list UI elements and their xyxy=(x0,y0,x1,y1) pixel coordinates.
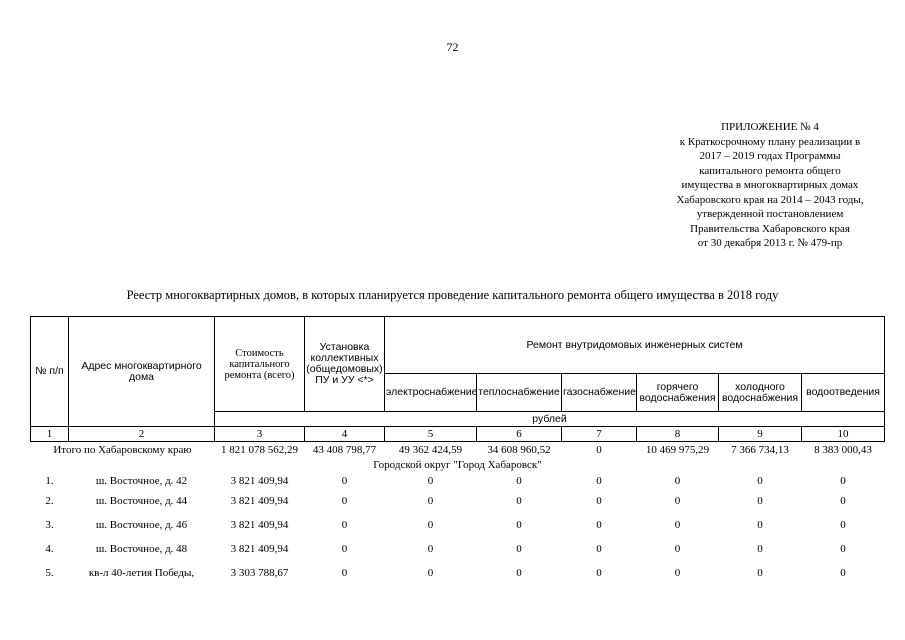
row-value: 0 xyxy=(757,495,763,507)
row-num: 5. xyxy=(45,567,54,579)
appendix-block xyxy=(655,120,885,251)
appendix-line: утвержденной постановлением xyxy=(696,208,844,220)
registry-table xyxy=(30,316,885,585)
row-address: ш. Восточное, д. 46 xyxy=(95,519,188,531)
total-value: 43 408 798,77 xyxy=(312,444,377,456)
row-address: ш. Восточное, д. 44 xyxy=(95,495,188,507)
column-number: 7 xyxy=(562,427,637,442)
row-value: 3 303 788,67 xyxy=(230,567,289,579)
row-value: 0 xyxy=(341,543,348,555)
row-num: 1. xyxy=(45,474,54,487)
row-value: 0 xyxy=(674,519,681,531)
row-num: 2. xyxy=(45,495,54,507)
row-value: 0 xyxy=(596,519,602,531)
appendix-line: 2017 – 2019 годах Программы xyxy=(699,150,841,162)
row-value: 0 xyxy=(674,567,681,579)
table-row xyxy=(31,537,885,561)
row-value: 0 xyxy=(516,567,522,579)
row-value: 0 xyxy=(341,567,348,579)
total-value: 34 608 960,52 xyxy=(487,444,551,456)
row-num: 3. xyxy=(45,519,54,531)
column-number: 5 xyxy=(385,427,477,442)
appendix-line: капитального ремонта общего xyxy=(699,164,841,177)
table-row xyxy=(31,513,885,537)
column-number: 6 xyxy=(477,427,562,442)
appendix-line: Правительства Хабаровского края xyxy=(690,222,850,235)
row-value: 0 xyxy=(757,543,763,555)
row-value: 0 xyxy=(427,543,434,555)
column-number: 8 xyxy=(637,427,719,442)
row-value: 0 xyxy=(596,495,602,507)
row-value: 3 821 409,94 xyxy=(230,495,289,507)
total-value: 49 362 424,59 xyxy=(398,444,463,456)
row-num: 4. xyxy=(45,543,54,555)
header-electricity: электроснабжение xyxy=(385,374,477,412)
table-row xyxy=(31,489,885,513)
page-number: 72 xyxy=(446,40,459,54)
header-heating: теплоснабжение xyxy=(477,374,562,412)
section-title: Городской округ "Город Хабаровск" xyxy=(373,459,542,471)
row-value: 0 xyxy=(427,519,434,531)
header-hot-water: горячего водоснабжения xyxy=(637,374,719,412)
row-value: 0 xyxy=(840,495,846,507)
table-row xyxy=(31,561,885,585)
appendix-line: от 30 декабря 2013 г. № 479-пр xyxy=(697,237,843,249)
row-value: 0 xyxy=(341,474,348,487)
appendix-line: имущества в многоквартирных домах xyxy=(681,179,859,191)
row-value: 0 xyxy=(674,474,681,487)
document-title: Реестр многоквартирных домов, в которых планируется проведение капитального ремонта общего имущества в 2018 году xyxy=(126,288,779,302)
total-value: 8 383 000,43 xyxy=(814,444,872,456)
total-value: 1 821 078 562,29 xyxy=(221,444,298,456)
header-drainage: водоотведения xyxy=(802,374,885,412)
row-value: 0 xyxy=(840,474,846,487)
row-value: 0 xyxy=(516,543,522,555)
section-row xyxy=(31,458,885,472)
header-num: № п/п xyxy=(31,317,69,427)
row-value: 0 xyxy=(516,474,522,487)
total-value: 0 xyxy=(596,444,602,456)
row-address: кв-л 40-летия Победы, xyxy=(88,567,195,579)
row-address: ш. Восточное, д. 48 xyxy=(95,543,188,555)
appendix-line: к Краткосрочному плану реализации в xyxy=(679,135,861,148)
header-meters: Установка коллективных (общедомовых) ПУ и УУ <*> xyxy=(305,317,385,412)
row-value: 3 821 409,94 xyxy=(230,474,289,487)
column-number: 3 xyxy=(215,427,305,442)
row-value: 0 xyxy=(427,474,434,487)
row-value: 0 xyxy=(427,567,434,579)
row-value: 0 xyxy=(596,543,602,555)
column-number: 10 xyxy=(802,427,885,442)
header-units: рублей xyxy=(215,412,885,427)
row-value: 0 xyxy=(840,519,846,531)
row-value: 0 xyxy=(596,474,602,487)
row-value: 0 xyxy=(757,567,763,579)
appendix-line: ПРИЛОЖЕНИЕ № 4 xyxy=(721,121,819,133)
row-value: 0 xyxy=(674,543,681,555)
row-value: 0 xyxy=(341,495,348,507)
row-value: 0 xyxy=(427,495,434,507)
row-value: 0 xyxy=(757,519,763,531)
row-value: 0 xyxy=(840,543,846,555)
row-value: 0 xyxy=(674,495,681,507)
row-value: 0 xyxy=(596,567,602,579)
header-address: Адрес многоквартирного дома xyxy=(69,317,215,427)
header-cold-water: холодного водоснабжения xyxy=(719,374,802,412)
row-value: 0 xyxy=(516,519,522,531)
header-repair-group: Ремонт внутридомовых инженерных систем xyxy=(385,317,885,374)
row-value: 0 xyxy=(516,495,522,507)
column-number: 9 xyxy=(719,427,802,442)
total-row xyxy=(31,442,885,459)
column-number: 2 xyxy=(69,427,215,442)
column-number: 4 xyxy=(305,427,385,442)
header-gas: газоснабжение xyxy=(562,374,637,412)
column-number: 1 xyxy=(31,427,69,442)
row-value: 0 xyxy=(757,474,763,487)
header-cost: Стоимость капитального ремонта (всего) xyxy=(215,317,305,412)
total-value: 7 366 734,13 xyxy=(731,444,789,456)
row-value: 0 xyxy=(840,567,846,579)
appendix-line: Хабаровского края на 2014 – 2043 годы, xyxy=(676,193,864,206)
row-value: 3 821 409,94 xyxy=(230,519,289,531)
total-value: 10 469 975,29 xyxy=(645,444,710,456)
total-label: Итого по Хабаровскому краю xyxy=(53,444,192,456)
row-value: 3 821 409,94 xyxy=(230,543,289,555)
row-address: ш. Восточное, д. 42 xyxy=(95,474,188,487)
row-value: 0 xyxy=(341,519,348,531)
table-row xyxy=(31,472,885,489)
